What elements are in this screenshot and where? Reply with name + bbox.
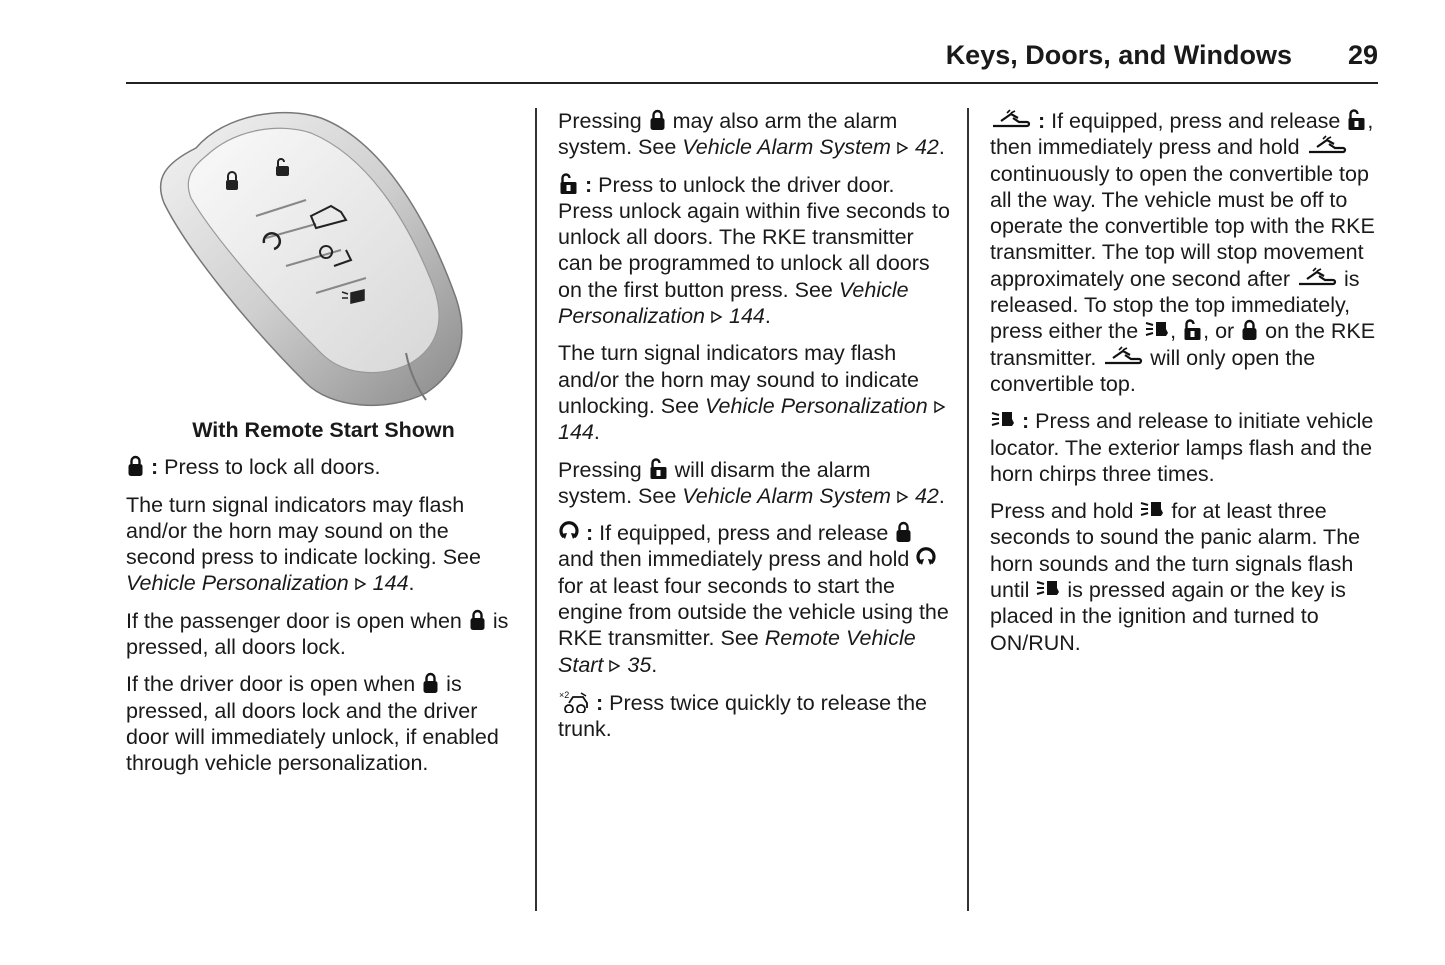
text: is pressed, all doors lock and the driver door will immediately unlock, if enabled through vehicle personalization. [126,672,499,776]
column-3 [990,108,1385,667]
reference-page: 144 [372,571,409,596]
colon: : [1037,109,1046,133]
page-reference-arrow-icon [609,659,621,673]
page-reference-arrow-icon [711,310,723,324]
colon: : [1021,409,1030,434]
text: , then immediately press and hold [990,109,1374,160]
reference-page: 35 [627,652,652,677]
reference-page: 42 [914,135,939,160]
text: , or [1203,319,1241,344]
text: Press twice quickly to release the trunk. [558,690,928,742]
trunk-release-icon [559,689,589,713]
text: will only open the convertible top. [990,345,1316,396]
cross-reference: Vehicle Personalization [705,393,928,418]
paragraph [126,671,521,776]
text: If the passenger door is open when [126,608,468,633]
column-divider [535,108,537,911]
unlock-button-description: : Press to unlock the driver door. Press unlock again within five seconds to unlock all doors. The RKE transmitter can be programmed to unlock all doors on the first button press. See Vehicle Personalization 144. [558,172,950,329]
figure-caption: With Remote Start Shown [192,418,455,442]
cross-reference: Vehicle Alarm System [682,483,891,508]
text: The turn signal indicators may flash and/or the horn may sound to indicate unlocking. See [558,341,919,418]
colon: : [585,521,594,546]
paragraph: The turn signal indicators may flash and/or the horn may sound on the second press to indicate locking. See Vehicle Personalization 144. [126,492,481,596]
text: is released. To stop the top immediately, press either the [990,266,1360,344]
colon: : [595,690,604,715]
unlock-icon [649,458,668,480]
panic-icon [991,409,1015,431]
text: and then immediately press and hold [558,547,916,572]
column-1 [126,108,521,788]
unlock-icon [559,173,578,195]
text: continuously to open the convertible top all the way. The vehicle must be off to operate the convertible top with the RKE transmitter. The top will stop movement approximately one second after [990,161,1375,291]
section-title: Keys, Doors, and Windows [945,40,1292,70]
cross-reference: Vehicle Personalization [126,571,349,596]
remote-start-icon [916,547,936,569]
column-2 [558,108,950,754]
convertible-top-icon [991,109,1031,131]
panic-icon [1036,578,1060,600]
column-divider [967,108,969,911]
panic-button-description [990,408,1385,487]
convertible-top-icon [1103,346,1143,368]
reference-page: 144 [728,304,765,329]
panic-icon [1145,319,1169,341]
paragraph: Pressing may also arm the alarm system. See Vehicle Alarm System 42. [558,109,945,160]
text: The turn signal indicators may flash and/or the horn may sound on the second press to indicate locking. See [126,492,481,570]
page-header [126,38,1378,84]
page-reference-arrow-icon [897,490,909,504]
text: for at least four seconds to start the engine from outside the vehicle using the RKE transmitter. See [558,573,949,651]
remote-start-icon [559,521,579,543]
lock-icon [895,521,912,543]
convertible-top-icon [1307,135,1347,157]
text: Pressing [558,109,648,133]
paragraph [990,498,1385,656]
text: If the driver door is open when [126,672,422,697]
lock-icon [469,609,486,631]
unlock-icon [1347,109,1366,131]
text: Press and release to initiate vehicle locator. The exterior lamps flash and the horn chirps three times. [990,409,1374,486]
lock-button-description [126,454,521,480]
lock-icon [649,109,666,131]
remote-start-description: : If equipped, press and release and then immediately press and hold for at least four seconds to start the engine from outside the vehicle using the RKE transmitter. See Remote Vehicle Start 35. [558,521,949,677]
text: on the RKE transmitter. [990,319,1376,370]
colon: : [150,455,159,480]
lock-icon [1241,319,1258,341]
unlock-icon [1183,319,1202,341]
text: may also arm the alarm system. See [558,109,898,160]
text: is pressed, all doors lock. [126,608,509,660]
lock-icon [127,455,144,477]
cross-reference: Vehicle Personalization [558,277,909,329]
reference-page: 144 [558,420,594,445]
text: Press and hold [990,499,1140,524]
convertible-top-description: : If equipped, press and release , then immediately press and hold continuously to open the convertible top all the way. The vehicle must be off to operate the convertible top with the RKE transmitter. The top will stop movement approximately one second after is released. To stop the top immediately, press either the , , or on the RKE transmitter. will only open the convertible top. [990,109,1376,396]
paragraph [126,608,521,661]
panic-icon [1140,499,1164,521]
page-reference-arrow-icon [897,141,909,155]
lock-icon [422,672,439,694]
text: will disarm the alarm system. See [558,457,871,508]
page-reference-arrow-icon [934,400,946,414]
reference-page: 42 [914,483,939,508]
text: If equipped, press and release [599,521,895,546]
paragraph: Pressing will disarm the alarm system. See Vehicle Alarm System 42. [558,457,945,508]
cross-reference: Vehicle Alarm System [682,135,891,160]
text: Pressing [558,457,648,482]
text: for at least three seconds to sound the panic alarm. The horn sounds and the turn signals flash until [990,499,1361,603]
text: is pressed again or the key is placed in the ignition and turned to ON/RUN. [990,578,1346,655]
page-number: 29 [1347,40,1378,70]
convertible-top-icon [1297,267,1337,289]
page-reference-arrow-icon [355,577,367,591]
key-fob-illustration [156,108,471,413]
text: Press to unlock the driver door. Press unlock again within five seconds to unlock all doors. The RKE transmitter can be programmed to unlock all doors on the first button press. See [558,172,950,302]
lock-desc: Press to lock all doors. [164,455,381,480]
text: If equipped, press and release [1051,109,1347,133]
cross-reference: Remote Vehicle Start [558,626,916,677]
trunk-button-description [558,689,950,743]
colon: : [584,172,593,197]
paragraph: The turn signal indicators may flash and/or the horn may sound to indicate unlocking. See Vehicle Personalization 144. [558,340,950,445]
